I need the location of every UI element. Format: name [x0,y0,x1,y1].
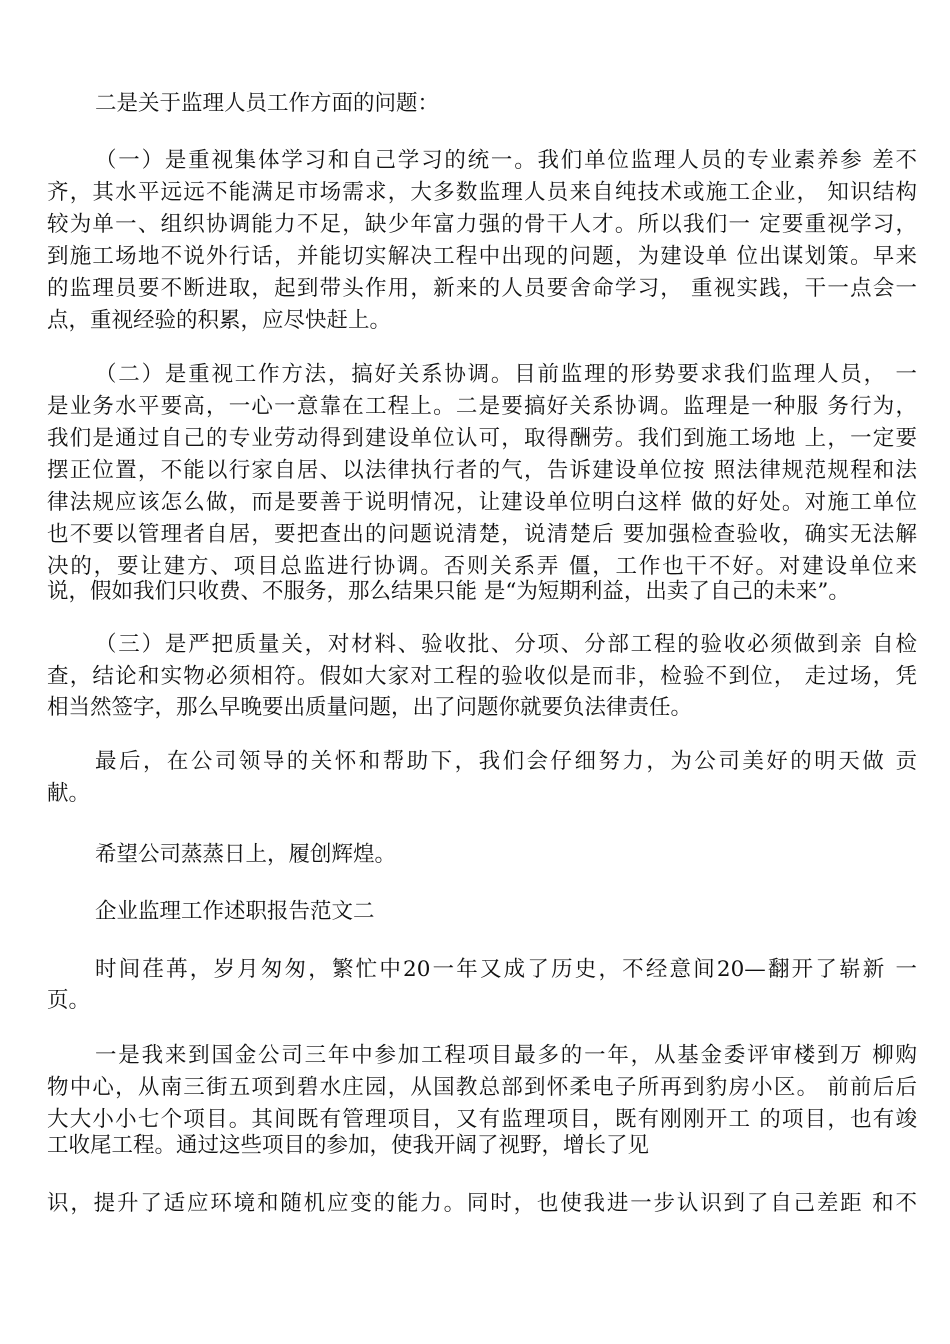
text-line: 摆正位置，不能以行家自居、以法律执行者的气，告诉建设单位按 照法律规范规程和法 [47,458,917,483]
text-line: 齐，其水平远远不能满足市场需求，大多数监理人员来自纯技术或施工企业， 知识结构 [47,180,917,205]
text-line: 献。 [47,781,91,806]
section-title: 企业监理工作述职报告范文二 [95,899,375,924]
text-line: （二）是重视工作方法，搞好关系协调。目前监理的形势要求我们监理人员， 一 [95,362,917,387]
text-line: 一是我来到国金公司三年中参加工程项目最多的一年，从基金委评审楼到万 柳购 [95,1043,917,1068]
paragraph-heading: 二是关于监理人员工作方面的问题： [95,91,440,116]
text-line: 希望公司蒸蒸日上，履创辉煌。 [95,842,397,867]
text-line: 是业务水平要高，一心一意靠在工程上。二是要搞好关系协调。监理是一种服 务行为， [47,394,917,419]
text-line: 我们是通过自己的专业劳动得到建设单位认可，取得酬劳。我们到施工场地 上，一定要 [47,426,917,451]
text-line: 查，结论和实物必须相符。假如大家对工程的验收似是而非，检验不到位， 走过场，凭 [47,664,917,689]
text-line: 点，重视经验的积累，应尽快赶上。 [47,308,392,333]
text-line: 物中心，从南三街五项到碧水庄园，从国教总部到怀柔电子所再到豹房小区。 前前后后 [47,1075,917,1100]
text-line: 大大小小七个项目。其间既有管理项目，又有监理项目，既有刚刚开工 的项目，也有竣 [47,1107,917,1132]
text-line: 相当然签字，那么早晚要出质量问题，出了问题你就要负法律责任。 [47,695,693,720]
text-line: 时间荏苒，岁月匆匆，繁忙中20一年又成了历史，不经意间20—翻开了崭新 一 [95,957,917,982]
text-line: （一）是重视集体学习和自己学习的统一。我们单位监理人员的专业素养参 差不 [95,148,917,173]
text-line: 律法规应该怎么做，而是要善于说明情况，让建设单位明白这样 做的好处。对施工单位 [47,490,917,515]
text-line: 页。 [47,988,91,1013]
text-line: 也不要以管理者自居，要把查出的问题说清楚，说清楚后 要加强检查验收，确实无法解 [47,522,917,547]
text-line: 识，提升了适应环境和随机应变的能力。同时，也使我进一步认识到了自己差距 和不 [47,1191,917,1216]
text-line: 工收尾工程。通过这些项目的参加，使我开阔了视野，增长了见 [47,1133,650,1158]
text-line: 的监理员要不断进取，起到带头作用，新来的人员要舍命学习， 重视实践，干一点会一 [47,276,917,301]
text-line: （三）是严把质量关，对材料、验收批、分项、分部工程的验收必须做到亲 自检 [95,632,917,657]
text-line: 说，假如我们只收费、不服务，那么结果只能 是“为短期利益，出卖了自己的未来”。 [47,579,850,604]
text-line: 决的，要让建方、项目总监进行协调。否则关系弄 僵，工作也干不好。对建设单位来 [47,554,917,579]
text-line: 到施工场地不说外行话，并能切实解决工程中出现的问题，为建设单 位出谋划策。早来 [47,244,917,269]
text-line: 最后，在公司领导的关怀和帮助下，我们会仔细努力，为公司美好的明天做 贡 [95,749,917,774]
text-line: 较为单一、组织协调能力不足，缺少年富力强的骨干人才。所以我们一 定要重视学习， [47,212,917,237]
